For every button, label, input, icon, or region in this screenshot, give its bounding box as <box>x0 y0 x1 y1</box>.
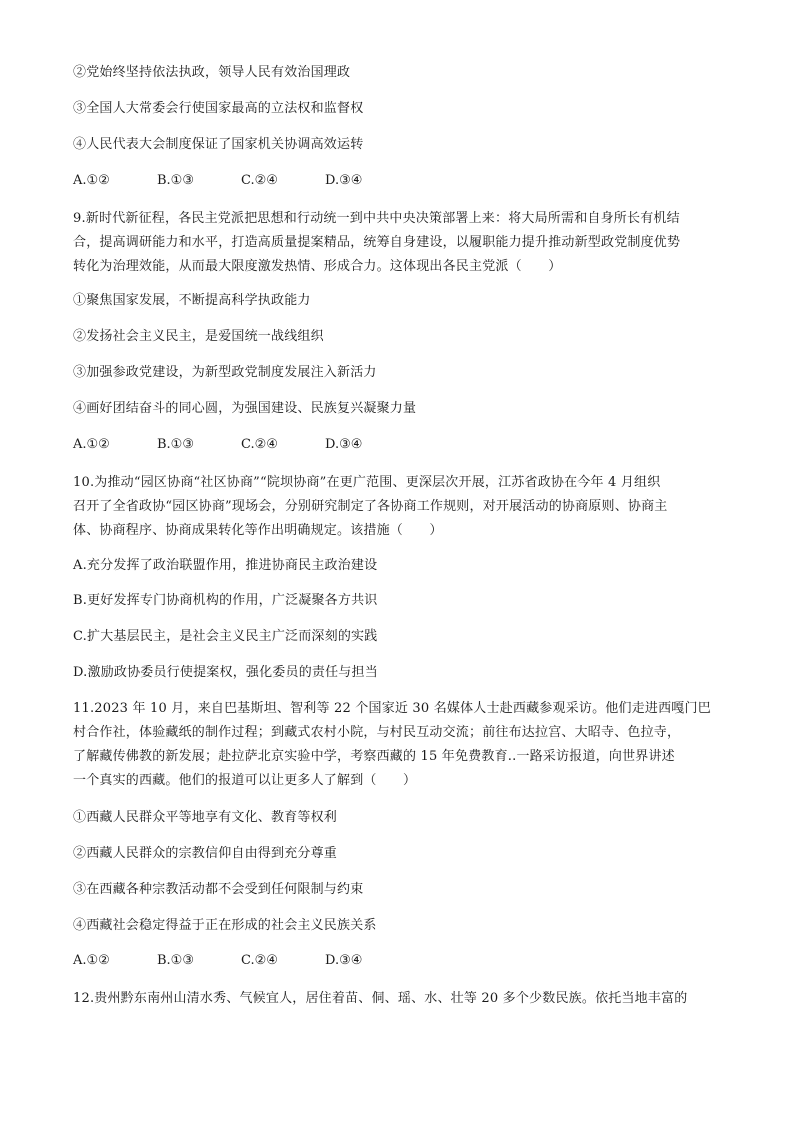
q9-option-b: B.①③ <box>157 437 194 452</box>
q11-stem-line-4: 一个真实的西藏。他们的报道可以让更多人了解到（ ） <box>73 773 417 788</box>
q11-stem-line-2: 村合作社，体验藏纸的制作过程；到藏式农村小院，与村民互动交流；前往布达拉宫、大昭寺、色拉寺， <box>73 725 681 740</box>
q11-statement-2: ②西藏人民群众的宗教信仰自由得到充分尊重 <box>73 846 338 861</box>
q9-statement-2: ②发扬社会主义民主，是爱国统一战线组织 <box>73 329 324 344</box>
q8-statement-3: ③全国人大常委会行使国家最高的立法权和监督权 <box>73 101 364 116</box>
q10-option-c: C.扩大基层民主，是社会主义民主广泛而深刻的实践 <box>73 629 378 644</box>
q9-stem-line-2: 合，提高调研能力和水平，打造高质量提案精品，统筹自身建设，以履职能力提升推动新型政党制度优势 <box>73 235 681 250</box>
q9-option-d: D.③④ <box>325 437 363 452</box>
q11-statement-1: ①西藏人民群众平等地享有文化、教育等权利 <box>73 810 338 825</box>
q8-options <box>73 172 409 190</box>
q10-stem-line-2: 召开了全省政协“园区协商”现场会，分别研究制定了各协商工作规则，对开展活动的协商原则、协商主 <box>73 499 668 514</box>
q11-options <box>73 952 409 970</box>
q8-option-b: B.①③ <box>157 173 194 188</box>
q9-option-a: A.①② <box>73 437 110 452</box>
q11-statement-3: ③在西藏各种宗教活动都不会受到任何限制与约束 <box>73 882 364 897</box>
q9-options <box>73 436 409 454</box>
q9-stem-line-3: 转化为治理效能，从而最大限度激发热情、形成合力。这体现出各民主党派（ ） <box>73 259 562 274</box>
q8-option-d: D.③④ <box>325 173 363 188</box>
q10-option-d: D.激励政协委员行使提案权，强化委员的责任与担当 <box>73 665 378 680</box>
q11-option-c: C.②④ <box>241 953 278 968</box>
q8-statement-4: ④人民代表大会制度保证了国家机关协调高效运转 <box>73 137 364 152</box>
q11-statement-4: ④西藏社会稳定得益于正在形成的社会主义民族关系 <box>73 918 377 933</box>
q9-statement-4: ④画好团结奋斗的同心圆，为强国建设、民族复兴凝聚力量 <box>73 401 417 416</box>
q11-stem-line-3: 了解藏传佛教的新发展；赴拉萨北京实验中学，考察西藏的 15 年免费教育..一路采访报道，向世界讲述 <box>73 749 675 764</box>
q8-option-c: C.②④ <box>241 173 278 188</box>
q8-statement-2: ②党始终坚持依法执政，领导人民有效治国理政 <box>73 65 351 80</box>
q9-statement-1: ①聚焦国家发展，不断提高科学执政能力 <box>73 293 311 308</box>
q8-option-a: A.①② <box>73 173 110 188</box>
q11-option-d: D.③④ <box>325 953 363 968</box>
q9-statement-3: ③加强参政党建设，为新型政党制度发展注入新活力 <box>73 365 377 380</box>
q11-option-a: A.①② <box>73 953 110 968</box>
q9-stem-line-1: 9.新时代新征程，各民主党派把思想和行动统一到中共中央决策部署上来：将大局所需和自身所长有机结 <box>73 211 680 226</box>
q10-stem-line-1: 10.为推动“园区协商“社区协商”“院坝协商”在更广范围、更深层次开展，江苏省政协在今年 4 月组织 <box>73 475 661 490</box>
q11-option-b: B.①③ <box>157 953 194 968</box>
q10-option-b: B.更好发挥专门协商机构的作用，广泛凝聚各方共识 <box>73 593 378 608</box>
q10-stem-line-3: 体、协商程序、协商成果转化等作出明确规定。该措施（ ） <box>73 523 443 538</box>
q12-stem-line-1: 12.贵州黔东南州山清水秀、气候宜人，居住着苗、侗、瑶、水、壮等 20 多个少数民族。依托当地丰富的 <box>73 991 688 1006</box>
q9-option-c: C.②④ <box>241 437 278 452</box>
q10-option-a: A.充分发挥了政治联盟作用，推进协商民主政治建设 <box>73 558 378 573</box>
q11-stem-line-1: 11.2023 年 10 月，来自巴基斯坦、智利等 22 个国家近 30 名媒体人士赴西藏参观采访。他们走进西嘎门巴 <box>73 701 711 716</box>
